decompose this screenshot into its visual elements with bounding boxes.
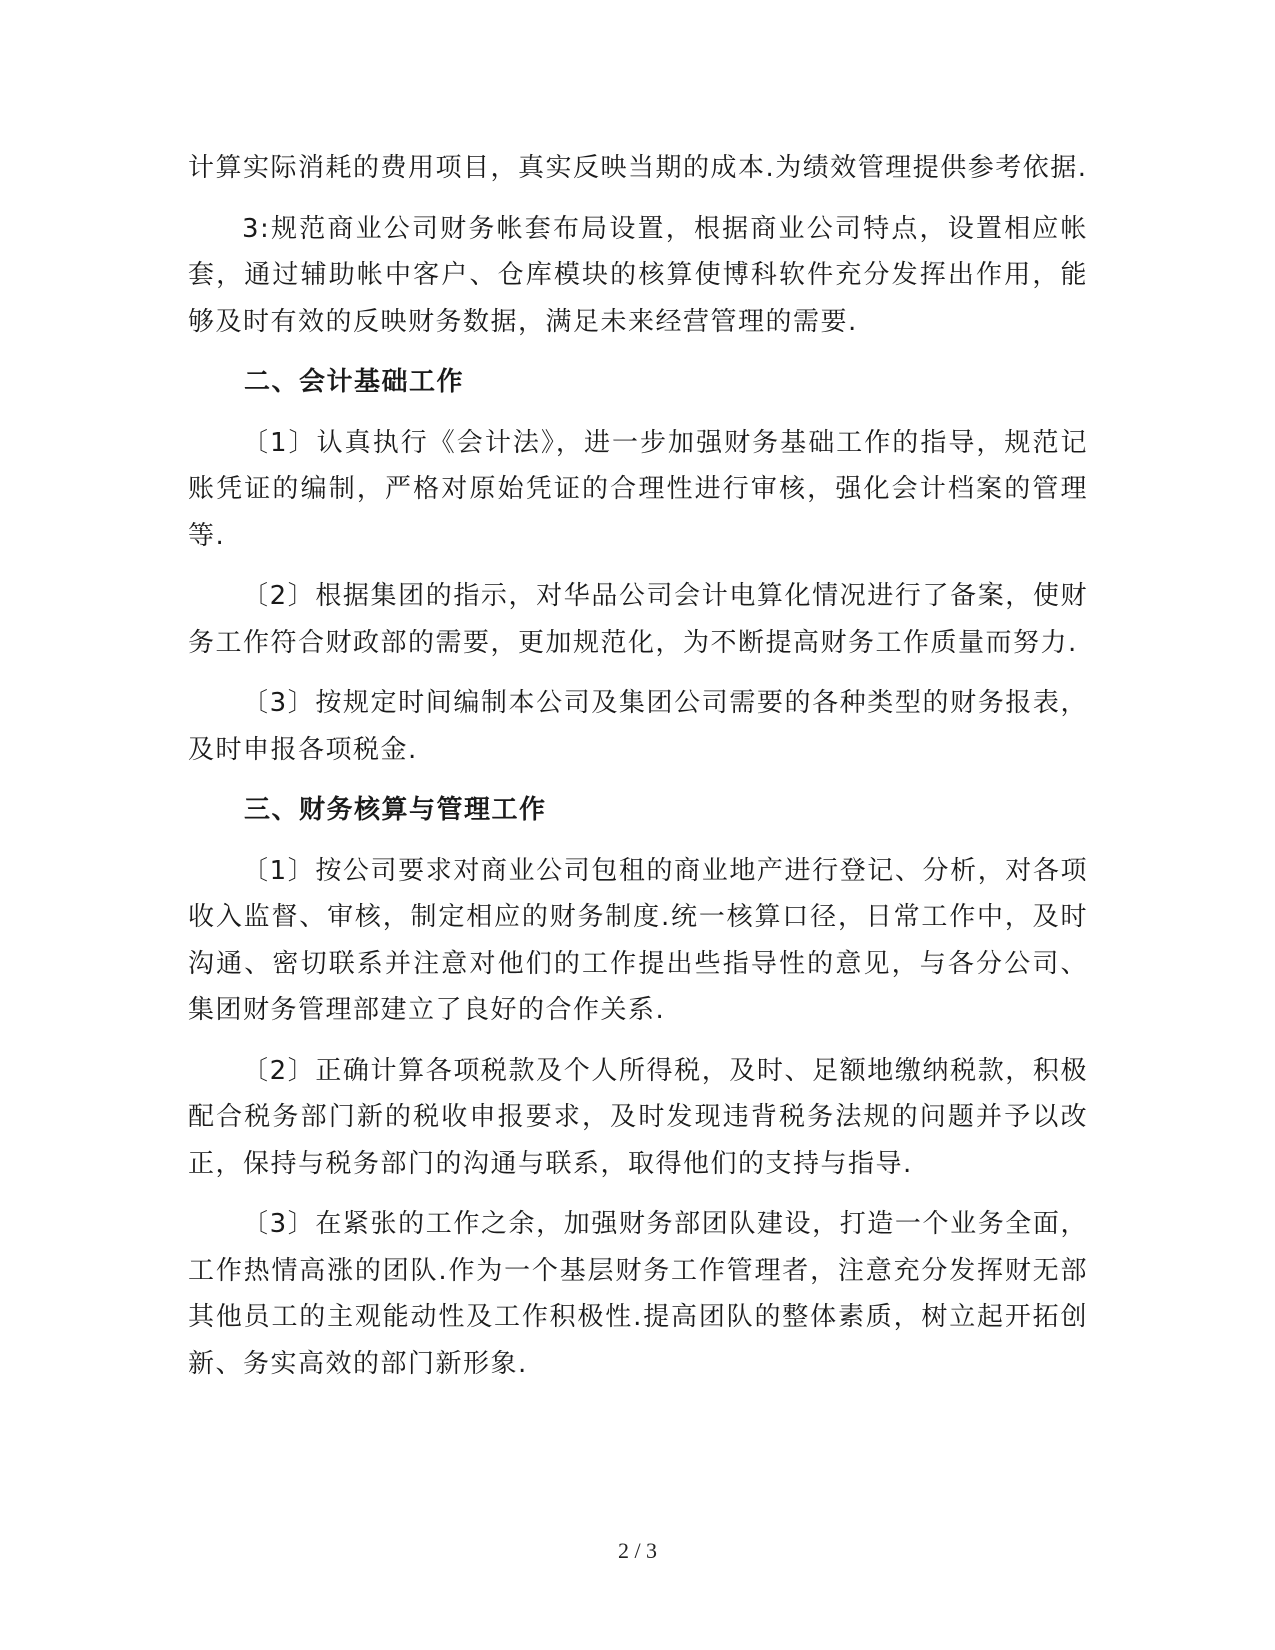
section-heading-finance-management: 三、财务核算与管理工作: [244, 795, 547, 825]
document-body: [188, 145, 1088, 1401]
paragraph-continuation: 计算实际消耗的费用项目，真实反映当期的成本.为绩效管理提供参考依据.: [188, 153, 1088, 183]
section-heading-accounting-basics: 二、会计基础工作: [244, 367, 465, 397]
paragraph-item-3: 3:规范商业公司财务帐套布局设置，根据商业公司特点，设置相应帐套，通过辅助帐中客户、仓库模块的核算使博科软件充分发挥出作用，能够及时有效的反映财务数据，满足未来经营管理的需要.: [188, 213, 1088, 337]
paragraph-accounting-2: 〔2〕根据集团的指示，对华品公司会计电算化情况进行了备案，使财务工作符合财政部的需要，更加规范化，为不断提高财务工作质量而努力.: [188, 581, 1088, 658]
paragraph-finance-1: 〔1〕按公司要求对商业公司包租的商业地产进行登记、分析，对各项收入监督、审核，制定相应的财务制度.统一核算口径，日常工作中，及时沟通、密切联系并注意对他们的工作提出些指导性的意见，与各分公司、集团财务管理部建立了良好的合作关系.: [188, 855, 1088, 1025]
paragraph-accounting-1: 〔1〕认真执行《会计法》，进一步加强财务基础工作的指导，规范记账凭证的编制，严格对原始凭证的合理性进行审核，强化会计档案的管理等.: [188, 427, 1088, 551]
paragraph-accounting-3: 〔3〕按规定时间编制本公司及集团公司需要的各种类型的财务报表，及时申报各项税金.: [188, 688, 1088, 765]
paragraph-finance-3: 〔3〕在紧张的工作之余，加强财务部团队建设，打造一个业务全面，工作热情高涨的团队.作为一个基层财务工作管理者，注意充分发挥财无部其他员工的主观能动性及工作积极性.提高团队的整体素质，树立起开拓创新、务实高效的部门新形象.: [188, 1209, 1088, 1379]
page-number: 2 / 3: [617, 1538, 658, 1563]
paragraph-finance-2: 〔2〕正确计算各项税款及个人所得税，及时、足额地缴纳税款，积极配合税务部门新的税收申报要求，及时发现违背税务法规的问题并予以改正，保持与税务部门的沟通与联系，取得他们的支持与指导.: [188, 1055, 1088, 1179]
